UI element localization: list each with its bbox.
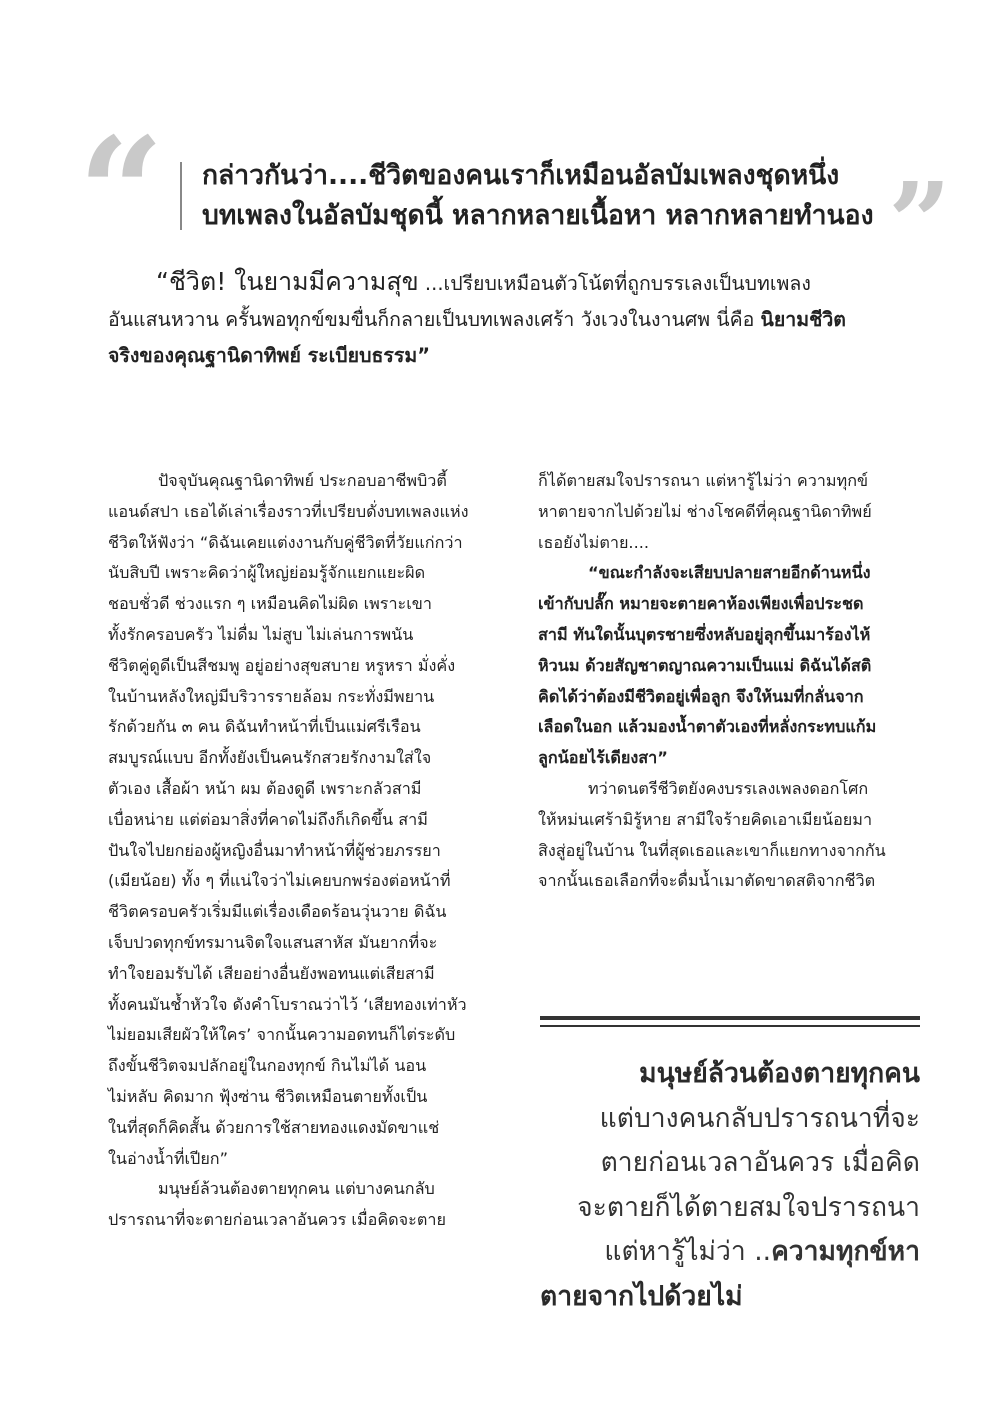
headline-line-2: บทเพลงในอัลบัมชุดนี้ หลากหลายเนื้อหา หลากหลายทำนอง (202, 200, 874, 231)
left-line: ถึงขั้นชีวิตจมปลักอยู่ในกองทุกข์ กินไม่ได้ นอน (108, 1056, 427, 1076)
pullquote-line-2: แต่บางคนกลับปรารถนาที่จะ (599, 1102, 920, 1134)
pullquote-line-5-text: แต่หารู้ไม่ว่า .. (604, 1236, 772, 1267)
right-line-bold: เลือดในอก แล้วมองน้ำตาตัวเองที่หลั่งกระทบแก้ม (538, 717, 877, 737)
left-line: ไม่ยอมเสียผัวให้ใคร’ จากนั้นความอดทนก็ไต่ระดับ (108, 1025, 456, 1045)
left-line: ทำใจยอมรับได้ เสียอย่างอื่นยังพอทนแต่เสียสามี (108, 963, 435, 983)
right-line (538, 682, 920, 713)
headline-line-1: กล่าวกันว่า....ชีวิตของคนเราก็เหมือนอัลบัมเพลงชุดหนึ่ง (202, 160, 840, 191)
left-line: นับสิบปี เพราะคิดว่าผู้ใหญ่ย่อมรู้จักแยกแยะผิด (108, 563, 426, 583)
left-line: ชีวิตให้ฟังว่า “ดิฉันเคยแต่งงานกับคู่ชีวิตที่วัยแก่กว่า (108, 532, 463, 552)
left-line: ปันใจไปยกย่องผู้หญิงอื่นมาทำหน้าที่ผู้ช่วยภรรยา (108, 840, 441, 860)
pullquote-rule-thick (540, 1016, 920, 1020)
right-line: ให้หม่นเศร้ามิรู้หาย สามีใจร้ายคิดเอาเมียน้อยมา (538, 809, 873, 829)
right-line-bold: “ขณะกำลังจะเสียบปลายสายอีกด้านหนึ่ง (588, 563, 871, 583)
pullquote-line-3: ตายก่อนเวลาอันควร เมื่อคิด (600, 1147, 920, 1178)
left-line: (เมียน้อย) ทั้ง ๆ ที่แน่ใจว่าไม่เคยบกพร่องต่อหน้าที่ (108, 871, 451, 891)
left-line: ชีวิตคู่ดูดีเป็นสีชมพู อยู่อย่างสุขสบาย หรูหรา มั่งคั่ง (108, 655, 456, 675)
right-line-bold: ลูกน้อยไร้เดียงสา” (538, 748, 668, 768)
left-line: ตัวเอง เสื้อผ้า หน้า ผม ต้องดูดี เพราะกลัวสามี (108, 778, 422, 798)
right-line: หาตายจากไปด้วยไม่ ช่างโชคดีที่คุณฐานิดาทิพย์ (538, 501, 872, 521)
left-line: ในอ่างน้ำที่เปียก” (108, 1148, 228, 1168)
intro-line-1-rest: ...เปรียบเหมือนตัวโน้ตที่ถูกบรรเลงเป็นบทเพลง (418, 272, 811, 295)
left-line: ชอบชั่วดี ช่วงแรก ๆ เหมือนคิดไม่ผิด เพราะเขา (108, 594, 432, 614)
left-line: ปัจจุบันคุณฐานิดาทิพย์ ประกอบอาชีพบิวตี้ (158, 471, 447, 490)
right-line (538, 743, 920, 774)
pullquote-line-6: ตายจากไปด้วยไม่ (540, 1280, 743, 1312)
left-line: ปรารถนาที่จะตายก่อนเวลาอันควร เมื่อคิดจะตาย (108, 1210, 446, 1230)
pullquote-rule-thin (540, 1025, 920, 1027)
left-line: เบื่อหน่าย แต่ต่อมาสิ่งที่คาดไม่ถึงก็เกิดขึ้น สามี (108, 809, 428, 829)
header-divider (180, 162, 182, 230)
right-line (538, 651, 920, 682)
left-line: ชีวิตครอบครัวเริ่มมีแต่เรื่องเดือดร้อนวุ่นวาย ดิฉัน (108, 902, 447, 922)
intro-paragraph (108, 264, 923, 374)
headline (202, 156, 902, 236)
right-line-bold: เข้ากับปลั๊ก หมายจะตายคาห้องเพียงเพื่อประชด (538, 594, 864, 614)
right-line: จากนั้นเธอเลือกที่จะดื่มน้ำเมาตัดขาดสติจากชีวิต (538, 871, 876, 891)
pullquote (540, 1052, 920, 1319)
pullquote-line-1: มนุษย์ล้วนต้องตายทุกคน (639, 1058, 920, 1089)
right-line-bold: สามี ทันใดนั้นบุตรชายซึ่งหลับอยู่ลุกขึ้นมาร้องไห้ (538, 624, 871, 644)
intro-line-2 (108, 302, 923, 338)
right-line (538, 589, 920, 620)
right-line (538, 712, 920, 743)
intro-line-2-bold: นิยามชีวิต (760, 308, 846, 331)
close-quote-mark: ” (888, 158, 952, 287)
right-line: สิงสู่อยู่ในบ้าน ในที่สุดเธอและเขาก็แยกทางจากกัน (538, 840, 886, 860)
intro-line-1 (108, 264, 923, 302)
left-column (108, 466, 498, 1236)
pullquote-line-5-bold: ความทุกข์หา (771, 1236, 920, 1267)
left-line: เจ็บปวดทุกข์ทรมานจิตใจแสนสาหัส มันยากที่จะ (108, 932, 438, 952)
right-line (538, 558, 920, 589)
left-line: สมบูรณ์แบบ อีกทั้งยังเป็นคนรักสวยรักงามใส่ใจ (108, 748, 432, 768)
right-line: เธอยังไม่ตาย.... (538, 532, 650, 552)
right-line: ก็ได้ตายสมใจปรารถนา แต่หารู้ไม่ว่า ความทุกข์ (538, 471, 869, 490)
pullquote-line-5 (540, 1230, 920, 1275)
left-line: ทั้งคนมันช้ำหัวใจ ดังคำโบราณว่าไว้ ‘เสียทองเท่าหัว (108, 994, 467, 1014)
left-line: รักด้วยกัน ๓ คน ดิฉันทำหน้าที่เป็นแม่ศรีเรือน (108, 717, 421, 737)
left-line: ไม่หลับ คิดมาก ฟุ้งซ่าน ชีวิตเหมือนตายทั้งเป็น (108, 1086, 428, 1106)
right-line: ทว่าดนตรีชีวิตยังคงบรรเลงเพลงดอกโศก (588, 778, 869, 798)
right-line-bold: หิวนม ด้วยสัญชาตญาณความเป็นแม่ ดิฉันได้สติ (538, 655, 872, 675)
left-line: แอนด์สปา เธอได้เล่าเรื่องราวที่เปรียบดั่งบทเพลงแห่ง (108, 501, 469, 521)
left-line: ในที่สุดก็คิดสั้น ด้วยการใช้สายทองแดงมัดขาแช่ (108, 1117, 440, 1137)
right-line-bold: คิดได้ว่าต้องมีชีวิตอยู่เพื่อลูก จึงให้นมที่กลั่นจาก (538, 686, 864, 706)
left-line: มนุษย์ล้วนต้องตายทุกคน แต่บางคนกลับ (158, 1179, 435, 1199)
intro-line-2-text: อันแสนหวาน ครั้นพอทุกข์ขมขื่นก็กลายเป็นบทเพลงเศร้า วังเวงในงานศพ นี่คือ (108, 308, 761, 331)
intro-line-3-bold: จริงของคุณฐานิดาทิพย์ ระเบียบธรรม” (108, 344, 431, 367)
pullquote-line-4: จะตายก็ได้ตายสมใจปรารถนา (577, 1191, 920, 1223)
left-line: ทั้งรักครอบครัว ไม่ดื่ม ไม่สูบ ไม่เล่นการพนัน (108, 624, 414, 644)
right-column (538, 466, 920, 897)
left-line: ในบ้านหลังใหญ่มีบริวารรายล้อม กระทั่งมีพยาน (108, 686, 435, 706)
right-line (538, 620, 920, 651)
open-quote-mark: “ (78, 105, 165, 281)
intro-lead: “ชีวิต! ในยามมีความสุข (156, 267, 419, 296)
intro-line-3 (108, 338, 923, 374)
